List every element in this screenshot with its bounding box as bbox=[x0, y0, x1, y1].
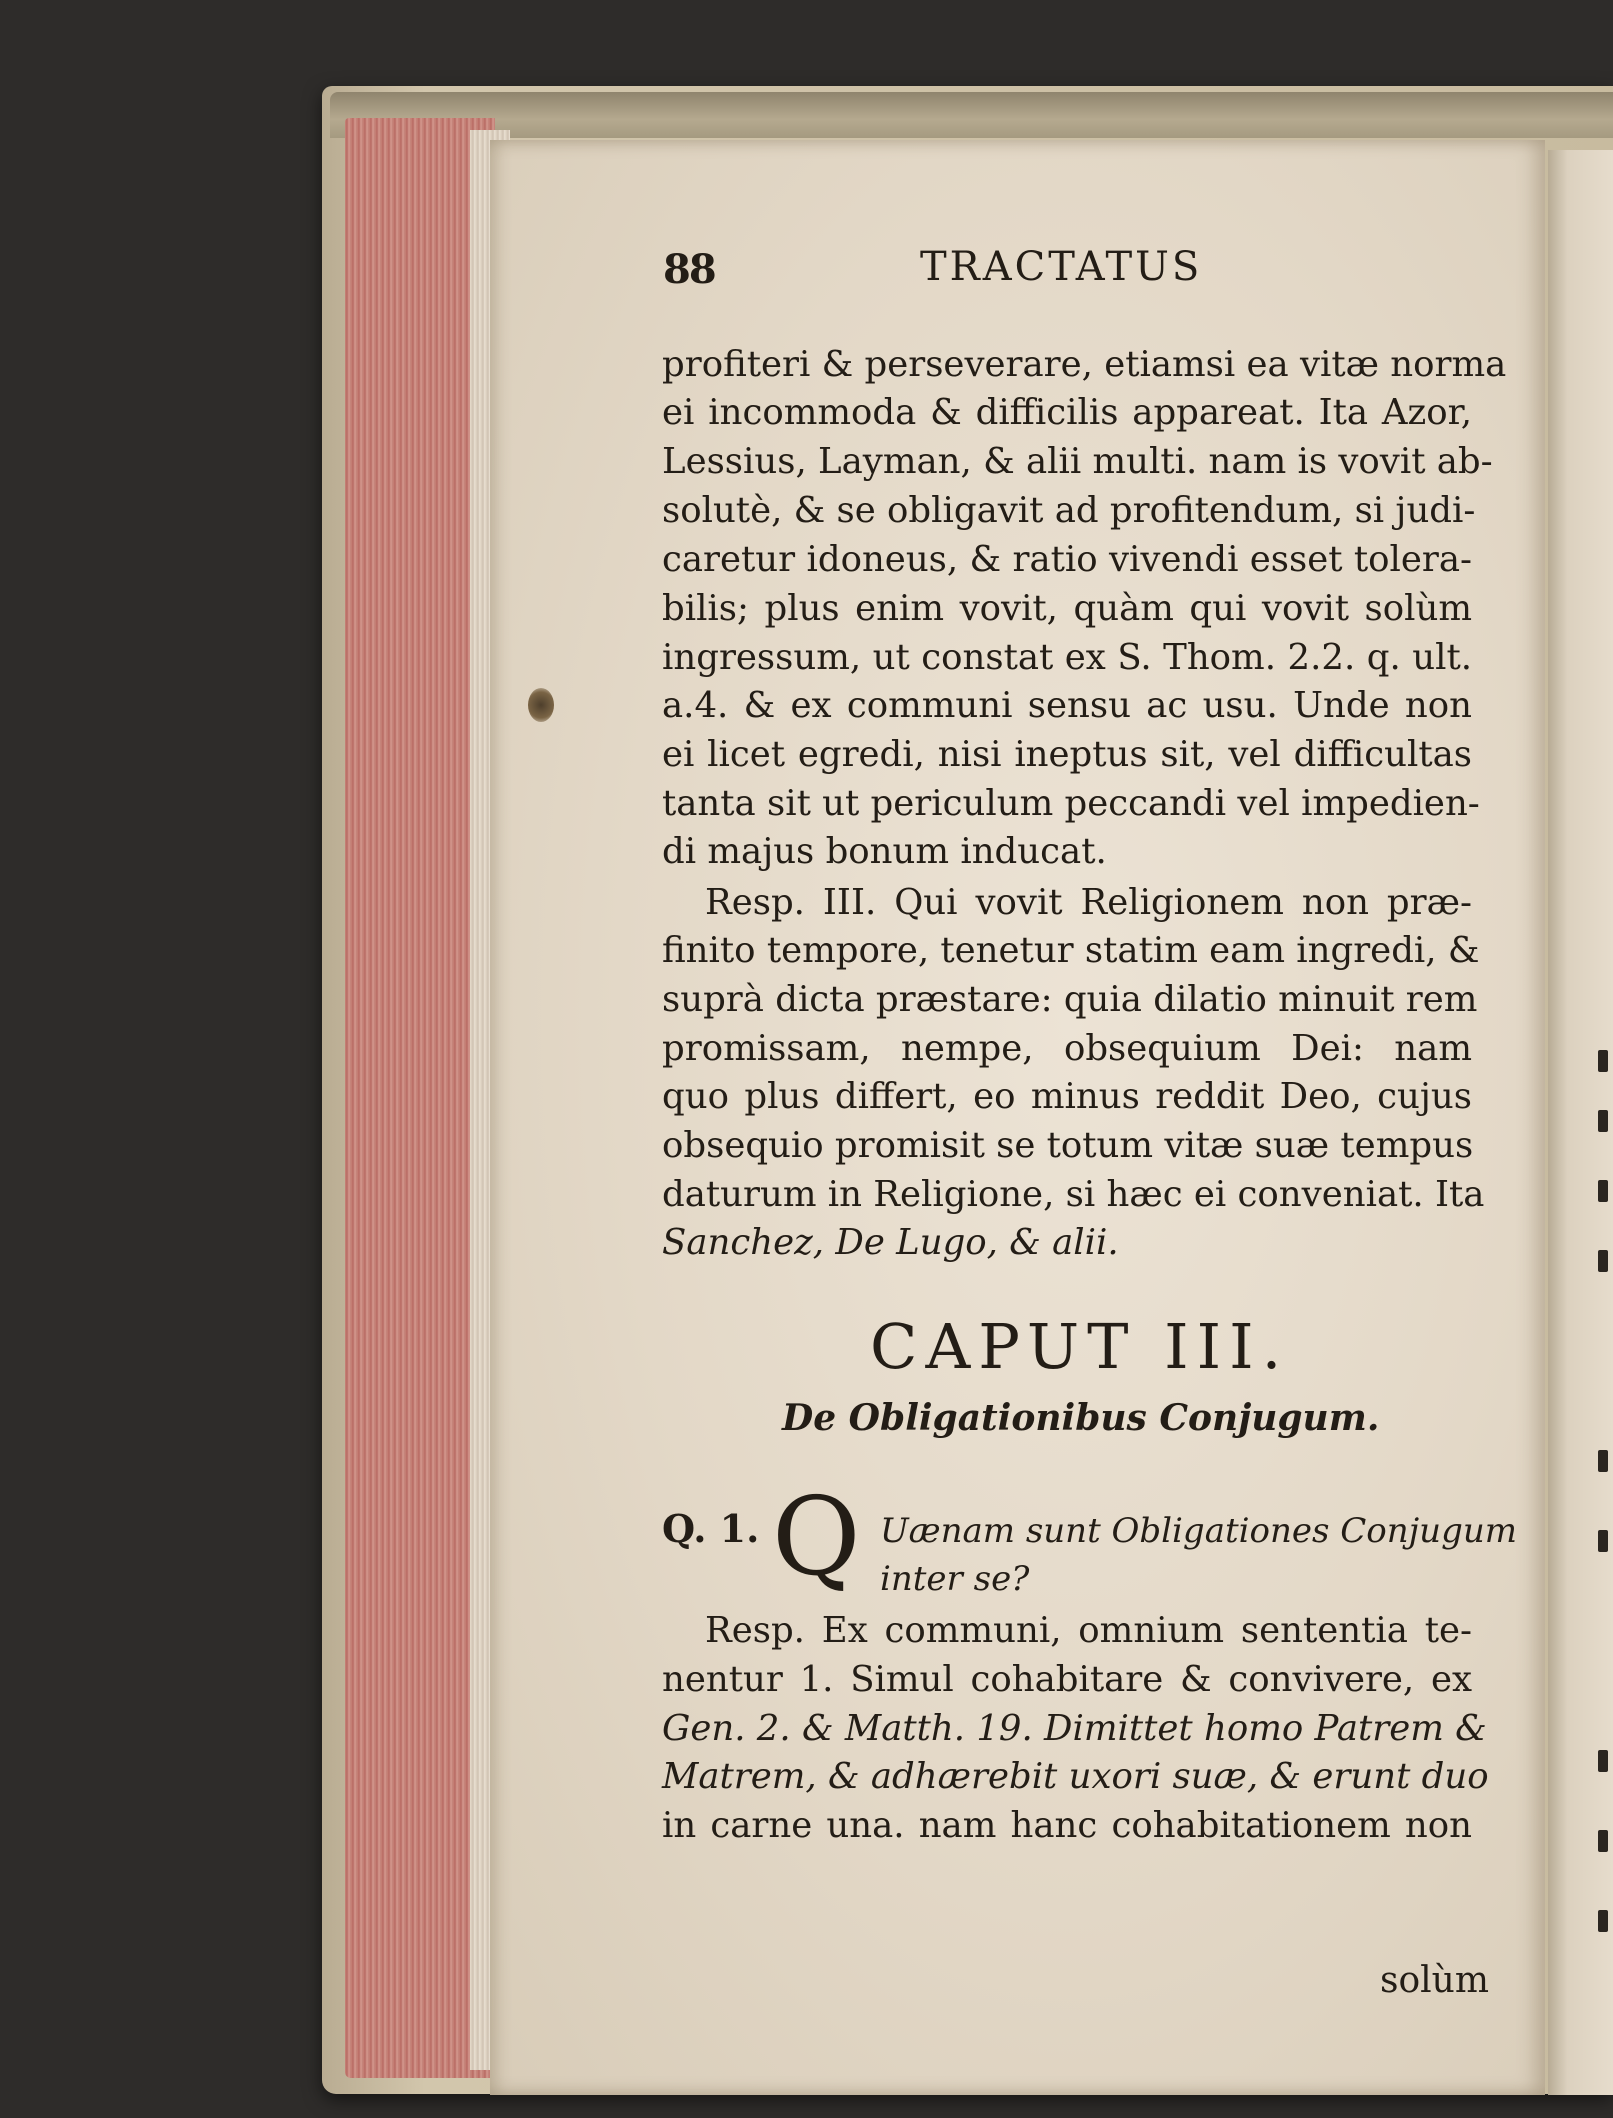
facing-page-letter-fragment bbox=[1598, 1910, 1608, 1932]
facing-page-letter-fragment bbox=[1598, 1050, 1608, 1072]
facing-page-edge bbox=[1548, 150, 1613, 2095]
chapter-subtitle: De Obligationibus Conjugum. bbox=[782, 1397, 1380, 1439]
text-line: tanta sit ut periculum peccandi vel impedien- bbox=[662, 783, 1480, 824]
text-line: finito tempore, tenetur statim eam ingredi, & bbox=[662, 930, 1480, 971]
text-line: promissam, nempe, obsequium Dei: nam bbox=[662, 1028, 1472, 1069]
facing-page-letter-fragment bbox=[1598, 1110, 1608, 1132]
text-line: nentur 1. Simul cohabitare & convivere, ex bbox=[662, 1659, 1472, 1700]
facing-page-letter-fragment bbox=[1598, 1250, 1608, 1272]
question-line: inter se? bbox=[880, 1559, 1030, 1599]
text-line: ingressum, ut constat ex S. Thom. 2.2. q. ult. bbox=[662, 637, 1472, 678]
ink-stain bbox=[528, 688, 554, 722]
text-line: caretur idoneus, & ratio vivendi esset tolera- bbox=[662, 539, 1472, 580]
chapter-title: CAPUT III. bbox=[870, 1310, 1290, 1383]
text-line: Resp. III. Qui vovit Religionem non præ- bbox=[705, 882, 1472, 923]
book-spine-top bbox=[330, 92, 1613, 138]
facing-page-letter-fragment bbox=[1598, 1450, 1608, 1472]
text-line: Lessius, Layman, & alii multi. nam is vovit ab- bbox=[662, 441, 1493, 482]
text-line: bilis; plus enim vovit, quàm qui vovit solùm bbox=[662, 588, 1472, 629]
text-line: profiteri & perseverare, etiamsi ea vitæ norma bbox=[662, 344, 1507, 385]
drop-cap: Q bbox=[772, 1475, 861, 1600]
text-line: di majus bonum inducat. bbox=[662, 831, 1107, 872]
facing-page-letter-fragment bbox=[1598, 1180, 1608, 1202]
text-line: solutè, & se obligavit ad profitendum, si judi- bbox=[662, 490, 1476, 531]
text-line: Matrem, & adhærebit uxori suæ, & erunt duo bbox=[662, 1756, 1489, 1797]
text-line: quo plus differt, eo minus reddit Deo, cujus bbox=[662, 1076, 1472, 1117]
text-line: obsequio promisit se totum vitæ suæ tempus bbox=[662, 1125, 1474, 1166]
text-line: in carne una. nam hanc cohabitationem non bbox=[662, 1805, 1472, 1846]
facing-page-letter-fragment bbox=[1598, 1530, 1608, 1552]
text-line: suprà dicta præstare: quia dilatio minuit rem bbox=[662, 979, 1478, 1020]
page-number: 88 bbox=[663, 246, 715, 293]
text-line: daturum in Religione, si hæc ei conveniat. Ita bbox=[662, 1174, 1485, 1215]
question-label: Q. 1. bbox=[662, 1506, 760, 1551]
facing-page-letter-fragment bbox=[1598, 1750, 1608, 1772]
text-line: Sanchez, De Lugo, & alii. bbox=[662, 1222, 1119, 1263]
running-title: TRACTATUS bbox=[920, 244, 1203, 290]
catchword: solùm bbox=[1380, 1960, 1489, 2001]
text-line: a.4. & ex communi sensu ac usu. Unde non bbox=[662, 685, 1472, 726]
text-line: ei licet egredi, nisi ineptus sit, vel difficultas bbox=[662, 734, 1472, 775]
text-line: Gen. 2. & Matth. 19. Dimittet homo Patrem & bbox=[662, 1708, 1487, 1749]
facing-page-letter-fragment bbox=[1598, 1830, 1608, 1852]
question-line: Uænam sunt Obligationes Conjugum bbox=[880, 1511, 1517, 1551]
text-line: ei incommoda & difficilis appareat. Ita Azor, bbox=[662, 392, 1472, 433]
text-line: Resp. Ex communi, omnium sententia te- bbox=[705, 1610, 1472, 1651]
